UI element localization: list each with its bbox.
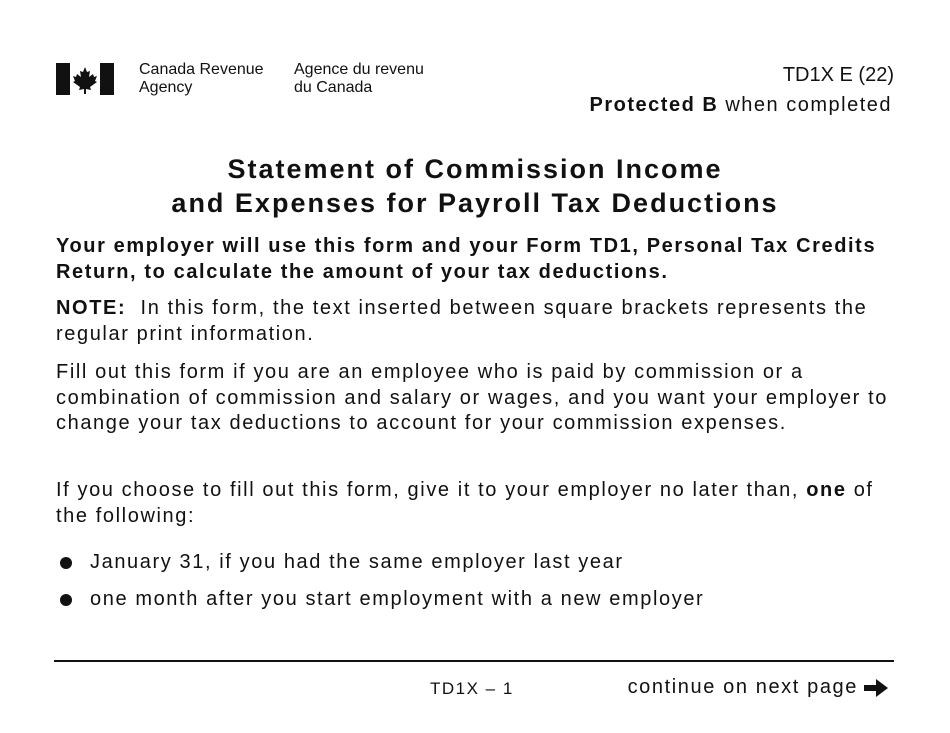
form-code: TD1X E (22) <box>782 64 894 86</box>
arrow-right-icon <box>860 676 892 700</box>
title-line1: Statement of Commission Income <box>227 154 723 184</box>
deadline-suffix: of the following: <box>56 479 874 527</box>
bullet-icon <box>60 557 72 569</box>
agency-en-line1: Canada Revenue <box>139 61 264 78</box>
agency-en-line2: Agency <box>139 79 193 96</box>
bullet-icon <box>60 594 72 606</box>
note-paragraph <box>56 296 906 347</box>
agency-fr-line1: Agence du revenu <box>294 61 424 78</box>
deadline-paragraph <box>56 478 906 529</box>
deadline-prefix: If you choose to fill out this form, give it to your employer no later than, <box>56 479 807 501</box>
protected-suffix: when completed <box>718 94 892 116</box>
deadline-emphasis: one <box>806 479 847 501</box>
agency-name-english <box>139 61 264 97</box>
intro-paragraph: Your employer will use this form and your Form TD1, Personal Tax Credits Return, to calculate the amount of your tax deductions. <box>56 235 877 283</box>
note-label: NOTE: <box>56 297 127 319</box>
fill-out-paragraph: Fill out this form if you are an employee who is paid by commission or a combination of commission and salary or wages, and you want your employer to change your tax deductions to account for your commission expenses. <box>56 361 888 434</box>
continue-label: continue on next page <box>627 676 858 698</box>
list-item: January 31, if you had the same employer last year <box>90 551 624 573</box>
list-item: one month after you start employment with a new employer <box>90 588 705 610</box>
page-number: TD1X – 1 <box>430 679 514 698</box>
canada-flag-icon <box>56 63 114 95</box>
agency-name-french <box>294 61 424 97</box>
page-title <box>0 152 950 220</box>
note-text: In this form, the text inserted between square brackets represents the regular print information. <box>56 297 875 345</box>
footer-divider <box>54 660 894 662</box>
protected-status <box>590 93 892 117</box>
protected-label: Protected B <box>589 94 719 116</box>
agency-fr-line2: du Canada <box>294 79 373 96</box>
title-line2: and Expenses for Payroll Tax Deductions <box>171 188 779 218</box>
